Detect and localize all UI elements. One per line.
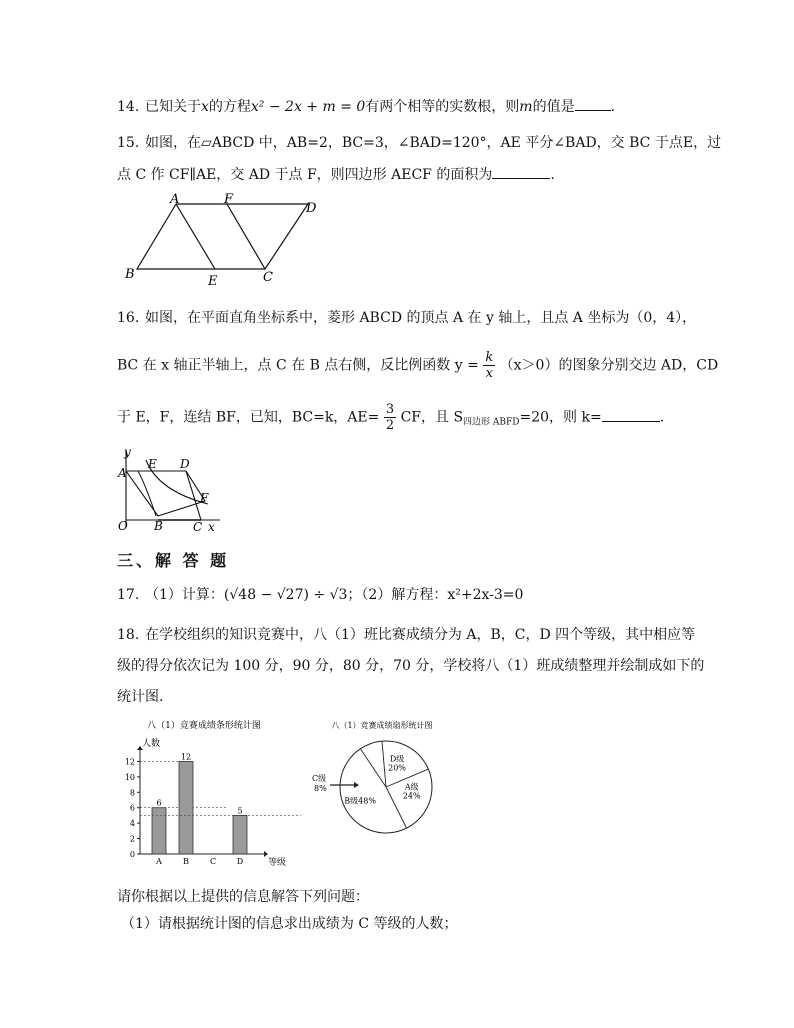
bar-chart: [116, 718, 301, 868]
bar-chart-ylabel: 人数: [142, 739, 161, 749]
answer-blank: [575, 96, 611, 111]
question-16-line2: [117, 350, 718, 381]
category-label: B: [183, 857, 189, 866]
bar-data-label: 5: [237, 806, 243, 816]
math-expression: (√48 − √27) ÷ √3: [223, 587, 348, 603]
question-14: [117, 96, 615, 116]
period: .: [659, 409, 665, 426]
period: .: [610, 99, 616, 115]
text: BC 在 x 轴正半轴上，点 C 在 B 点右侧，反比例函数 y =: [117, 357, 479, 374]
text: 于 E，F，连结 BF，已知，BC=k，AE=: [117, 409, 380, 426]
text: 级的得分依次记为 100 分，90 分，80 分，70 分，学校将八（1）班成绩整理并绘制成如下的: [117, 658, 705, 674]
text: 在学校组织的知识竞赛中，八（1）班比赛成绩分为 A，B，C，D 四个等级，其中相应等: [145, 627, 696, 643]
answer-blank: [602, 407, 660, 422]
label-d: D: [306, 201, 317, 216]
label-x: x: [208, 520, 215, 532]
question-16-line3: [117, 402, 664, 433]
fraction-3-over-2: [384, 402, 396, 433]
text: （1）请根据统计图的信息求出成绩为 C 等级的人数；: [121, 916, 458, 932]
text: （x＞0）的图象分别交边 AD，CD: [499, 357, 719, 374]
denominator: x: [485, 366, 493, 381]
question-number: 17.: [117, 587, 140, 603]
side-dc: [186, 471, 201, 520]
pie-label-c: C级: [312, 774, 327, 783]
text: 统计图.: [117, 689, 164, 705]
parallelogram-abcd: [137, 204, 308, 269]
bar-a: [152, 808, 166, 854]
numerator: k: [485, 350, 494, 365]
pie-label-d: D级: [389, 754, 405, 764]
segment-cf: [227, 204, 265, 269]
text: =20，则 k=: [519, 409, 602, 426]
variable: m: [519, 99, 533, 115]
answer-blank: [492, 164, 550, 179]
denominator: 2: [385, 418, 395, 433]
question-18-sub1: [121, 915, 458, 933]
text: 的值是: [532, 99, 575, 115]
pie-label-b: B级48%: [344, 796, 376, 806]
bar-chart-title: 八（1）竞赛成绩条形统计图: [147, 721, 261, 731]
pie-chart-title: 八（1）竞赛成绩扇形统计图: [331, 721, 433, 730]
pie-value-d: 20%: [388, 763, 406, 773]
x-axis-arrow: [264, 851, 268, 857]
text: 有两个相等的实数根，则: [365, 99, 520, 115]
label-y: y: [124, 446, 131, 459]
question-18-prompt: [117, 888, 369, 906]
text: 的方程: [208, 99, 251, 115]
text: 如图，在平面直角坐标系中，菱形 ABCD 的顶点 A 在 y 轴上，且点 A 坐标为（0，4），: [145, 310, 697, 326]
question-number: 15.: [117, 135, 140, 151]
label-e: E: [148, 457, 157, 471]
bar-b: [179, 761, 193, 854]
bar-data-label: 12: [180, 752, 192, 762]
question-17: [117, 586, 523, 604]
y-tick-label: 2: [129, 834, 135, 844]
text: 已知关于: [145, 99, 201, 115]
variable: x: [201, 99, 209, 115]
label-a: A: [118, 466, 127, 480]
text: CF，且 S: [400, 409, 464, 426]
text: 点 C 作 CF∥AE，交 AD 于点 F，则四边形 AECF 的面积为: [117, 167, 493, 183]
category-label: A: [156, 857, 162, 866]
equation: x²+2x-3=0: [447, 587, 524, 603]
category-label: C: [209, 857, 217, 866]
label-c: C: [263, 270, 273, 285]
label-f: F: [200, 491, 209, 505]
text: （1）计算：: [145, 587, 224, 603]
segment-ae: [176, 204, 215, 269]
question-number: 18.: [117, 627, 140, 643]
label-b: B: [125, 267, 135, 282]
subscript: 四边形 ABFD: [463, 417, 520, 428]
y-tick-label: 10: [124, 772, 135, 782]
question-15-line1: [117, 134, 721, 152]
label-f: F: [224, 192, 234, 207]
question-number: 14.: [117, 99, 140, 115]
rhombus-figure: [116, 446, 226, 532]
pie-value-a: 24%: [402, 791, 421, 801]
y-tick-label: 12: [124, 757, 135, 767]
question-number: 16.: [117, 310, 140, 326]
text: 请你根据以上提供的信息解答下列问题：: [117, 889, 369, 905]
label-a: A: [170, 192, 180, 207]
bar-data-label: 6: [156, 798, 162, 808]
question-16-line1: [117, 309, 696, 327]
y-tick-label: 0: [129, 850, 135, 859]
pie-chart: [308, 718, 458, 848]
label-d: D: [180, 457, 190, 471]
question-15-line2: [117, 164, 555, 184]
bar-d: [233, 815, 247, 854]
category-label: D: [236, 857, 244, 866]
bar-chart-xlabel: 等级: [268, 858, 287, 868]
label-b: B: [154, 519, 163, 532]
segment-ab: [138, 471, 156, 516]
period: .: [550, 167, 555, 183]
pie-label-a: A级: [404, 782, 419, 792]
text: 如图，在▱ABCD 中，AB=2，BC=3，∠BAD=120°，AE 平分∠BAD，交 BC 于点E，过: [145, 135, 722, 151]
label-e: E: [208, 274, 218, 287]
numerator: 3: [385, 402, 395, 417]
label-c: C: [193, 520, 203, 532]
label-o: O: [118, 519, 128, 532]
question-18-line1: [117, 626, 695, 644]
y-tick-label: 4: [129, 819, 135, 829]
y-tick-label: 6: [129, 803, 135, 813]
question-18-line2: [117, 657, 704, 675]
question-18-line3: [117, 688, 163, 706]
pie-value-c: 8%: [314, 784, 327, 793]
section-heading: 三、解 答 题: [117, 551, 230, 570]
text: ；（2）解方程：: [347, 587, 448, 603]
equation: x² − 2x + m = 0: [250, 99, 366, 115]
fraction-k-over-x: [483, 350, 495, 381]
parallelogram-figure: [120, 192, 330, 287]
y-tick-label: 8: [129, 788, 135, 798]
